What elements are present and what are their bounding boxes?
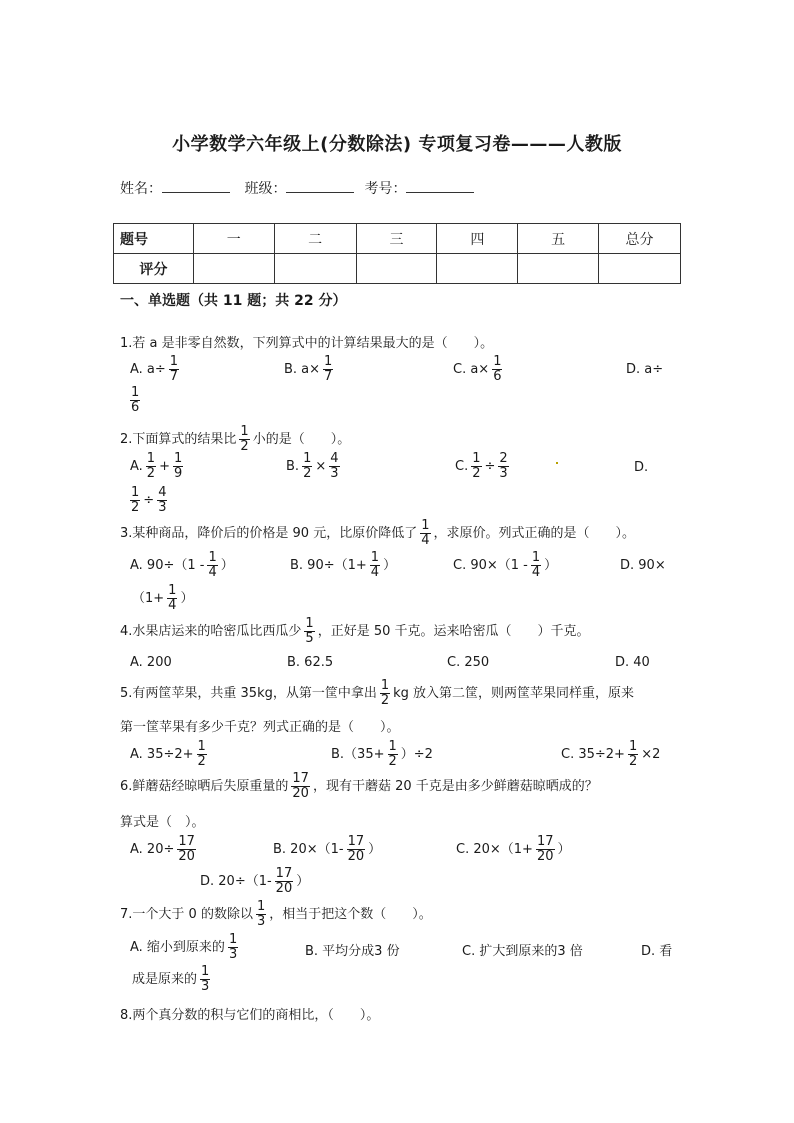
q3-option-a (130, 551, 234, 580)
q5-option-b (331, 740, 433, 769)
option-text: B. 90÷（1+ (290, 558, 367, 573)
fraction (498, 452, 508, 481)
numerator: 17 (347, 834, 365, 849)
numerator: 1 (370, 550, 380, 565)
denominator: 4 (370, 565, 380, 580)
q3-option-d: D. 90× (620, 558, 666, 573)
option-text: ） (544, 558, 558, 573)
denominator: 20 (292, 786, 309, 801)
table-header-cell: 二 (274, 224, 356, 254)
denominator: 7 (324, 369, 333, 384)
fraction (329, 452, 339, 481)
option-text: ） (220, 558, 234, 573)
table-header-cell: 三 (356, 224, 437, 254)
numerator: 1 (256, 899, 266, 914)
class-label: 班级： (244, 181, 287, 197)
numerator: 1 (197, 739, 206, 754)
stem-text: ，正好是 50 千克。运来哈密瓜（ ）千克。 (317, 624, 590, 639)
denominator: 4 (168, 598, 177, 613)
option-text: B.（35+ (331, 747, 385, 762)
operator: × (315, 459, 327, 474)
option-text: ） (368, 842, 382, 857)
denominator: 2 (197, 754, 206, 769)
numerator: 1 (380, 678, 390, 693)
fraction (471, 452, 481, 481)
denominator: 2 (380, 693, 390, 708)
numerator: 1 (169, 354, 179, 369)
stem-text: 2.下面算式的结果比 (120, 432, 237, 447)
denominator: 2 (472, 466, 481, 481)
numerator: 1 (201, 964, 210, 979)
denominator: 9 (173, 466, 183, 481)
question-5-stem (120, 679, 634, 708)
option-text: B. (286, 459, 300, 474)
q4-option-c: C. 250 (447, 655, 490, 670)
q2-option-d: D. (634, 460, 649, 475)
option-text: A. a÷ (130, 362, 166, 377)
fraction (239, 425, 249, 454)
numerator: 4 (330, 451, 339, 466)
q4-option-d: D. 40 (615, 655, 650, 670)
score-cell[interactable] (356, 254, 437, 284)
fraction (130, 386, 140, 415)
stem-text: 4.水果店运来的哈密瓜比西瓜少 (120, 624, 302, 639)
numerator: 1 (228, 932, 238, 947)
stem-text: 7.一个大于 0 的数除以 (120, 907, 253, 922)
option-text: C. 90×（1 - (453, 558, 528, 573)
table-row (114, 224, 681, 254)
q3-option-d-cont (132, 584, 193, 613)
fraction (146, 452, 156, 481)
question-3-stem (120, 519, 635, 548)
denominator: 20 (536, 849, 554, 864)
numerator: 1 (628, 739, 638, 754)
option-text: ） (557, 842, 571, 857)
denominator: 3 (201, 979, 210, 994)
option-text: C. 35÷2+ (561, 747, 625, 762)
fraction (130, 486, 140, 515)
numerator: 1 (131, 485, 140, 500)
denominator: 3 (330, 466, 339, 481)
stray-dot (556, 462, 558, 464)
table-header-cell: 总分 (599, 224, 681, 254)
option-text: ）÷2 (400, 747, 433, 762)
denominator: 4 (531, 565, 541, 580)
numerator: 1 (324, 354, 333, 369)
student-info (120, 178, 484, 198)
numerator: 1 (240, 424, 249, 439)
q4-option-b: B. 62.5 (287, 655, 334, 670)
denominator: 2 (303, 466, 312, 481)
name-blank[interactable] (162, 178, 230, 193)
denominator: 20 (178, 849, 195, 864)
fraction (302, 452, 312, 481)
denominator: 3 (158, 500, 167, 515)
denominator: 5 (305, 631, 314, 646)
fraction (628, 740, 638, 769)
denominator: 4 (208, 565, 217, 580)
q7-option-a (130, 933, 241, 962)
stem-text: ，现有干蘑菇 20 千克是由多少鲜蘑菇晾晒成的？ (312, 779, 598, 794)
q6-option-b (273, 835, 381, 864)
q1-option-d-fraction (127, 386, 143, 415)
denominator: 2 (240, 439, 249, 454)
fraction (304, 617, 314, 646)
option-text: 成是原来的 (132, 972, 198, 987)
option-text: A. 缩小到原来的 (130, 940, 225, 955)
fraction (531, 551, 541, 580)
fraction (173, 452, 183, 481)
option-text: C. a× (453, 362, 490, 377)
fraction (291, 772, 310, 801)
stem-text: ，求原价。列式正确的是（ ）。 (433, 526, 636, 541)
denominator: 2 (628, 754, 638, 769)
fraction (275, 867, 294, 896)
operator: + (159, 459, 170, 474)
numerator: 1 (472, 451, 481, 466)
option-text: （1+ (132, 591, 165, 606)
q2-option-b (286, 452, 343, 481)
option-text: ×2 (641, 747, 661, 762)
table-header-cell: 四 (437, 224, 518, 254)
score-cell[interactable] (274, 254, 356, 284)
fraction (323, 355, 333, 384)
option-text: B. 20×（1- (273, 842, 344, 857)
operator: ÷ (484, 459, 496, 474)
denominator: 3 (499, 466, 508, 481)
numerator: 17 (536, 834, 554, 849)
stem-text: kg 放入第二筐，则两筐苹果同样重，原来 (393, 686, 635, 701)
question-7-stem (120, 900, 432, 929)
q5-option-c (561, 740, 660, 769)
numerator: 1 (303, 451, 312, 466)
denominator: 20 (275, 881, 293, 896)
option-text: C. 20×（1+ (456, 842, 533, 857)
q1-option-b (284, 355, 336, 384)
denominator: 7 (169, 369, 179, 384)
fraction (492, 355, 502, 384)
section-heading: 一、单选题（共 11 题；共 22 分） (120, 293, 347, 309)
score-cell[interactable] (599, 254, 681, 284)
numerator: 4 (158, 485, 167, 500)
fraction (177, 835, 196, 864)
numerator: 2 (499, 451, 508, 466)
q3-option-b (290, 551, 396, 580)
q7-option-b: B. 平均分成3 份 (305, 944, 400, 959)
score-cell[interactable] (518, 254, 599, 284)
table-header-cell: 五 (518, 224, 599, 254)
stem-text: ，相当于把这个数（ ）。 (269, 907, 432, 922)
numerator: 1 (146, 451, 156, 466)
numerator: 1 (208, 550, 217, 565)
fraction (256, 900, 266, 929)
numerator: 17 (292, 771, 309, 786)
q1-option-c (453, 355, 505, 384)
option-text: ） (383, 558, 397, 573)
option-text: ） (296, 874, 310, 889)
name-label: 姓名： (120, 181, 162, 197)
stem-text: 小的是（ ）。 (252, 432, 351, 447)
id-label: 考号： (364, 181, 407, 197)
fraction (157, 486, 167, 515)
fraction (200, 965, 210, 994)
operator: ÷ (143, 493, 155, 508)
table-header-cell: 题号 (114, 224, 194, 254)
numerator: 17 (178, 834, 195, 849)
score-table (113, 223, 681, 284)
q5-option-a (130, 740, 210, 769)
fraction (197, 740, 207, 769)
q7-option-d-cont (132, 965, 213, 994)
denominator: 3 (228, 947, 238, 962)
fraction (380, 679, 390, 708)
q1-option-a (130, 355, 182, 384)
page-title: 小学数学六年级上(分数除法) 专项复习卷———人教版 (172, 134, 622, 155)
question-4-stem (120, 617, 590, 646)
option-text: A. 90÷（1 - (130, 558, 205, 573)
class-blank[interactable] (286, 178, 354, 193)
fraction (536, 835, 555, 864)
score-cell[interactable] (193, 254, 274, 284)
denominator: 2 (388, 754, 397, 769)
score-label-cell: 评分 (114, 254, 194, 284)
option-text: D. 20÷（1- (200, 874, 272, 889)
numerator: 1 (388, 739, 397, 754)
numerator: 1 (531, 550, 541, 565)
denominator: 6 (493, 369, 502, 384)
q3-option-c (453, 551, 557, 580)
fraction (370, 551, 380, 580)
stem-text: 5.有两筐苹果，共重 35kg，从第一筐中拿出 (120, 686, 377, 701)
question-6-stem-2: 算式是（ ）。 (120, 815, 205, 830)
denominator: 3 (256, 914, 266, 929)
fraction (167, 584, 177, 613)
q4-option-a: A. 200 (130, 655, 172, 670)
fraction (228, 933, 238, 962)
q6-option-d (200, 867, 309, 896)
denominator: 2 (146, 466, 156, 481)
question-8-stem: 8.两个真分数的积与它们的商相比，（ ）。 (120, 1008, 380, 1023)
numerator: 1 (421, 518, 430, 533)
q2-option-c (455, 452, 512, 481)
stem-text: 3.某种商品，降价后的价格是 90 元，比原价降低了 (120, 526, 418, 541)
table-header-cell: 一 (193, 224, 274, 254)
option-text: A. (130, 459, 143, 474)
question-2-stem (120, 425, 350, 454)
q2-option-d-expr (127, 486, 170, 515)
numerator: 17 (275, 866, 293, 881)
option-text: A. 20÷ (130, 842, 175, 857)
numerator: 1 (131, 385, 140, 400)
q6-option-c (456, 835, 571, 864)
denominator: 4 (421, 533, 430, 548)
fraction (388, 740, 398, 769)
numerator: 1 (493, 354, 502, 369)
q7-option-d: D. 看 (641, 944, 673, 959)
question-6-stem (120, 772, 598, 801)
score-cell[interactable] (437, 254, 518, 284)
denominator: 6 (131, 400, 140, 415)
numerator: 1 (173, 451, 183, 466)
question-1-stem: 1.若 a 是非零自然数，下列算式中的计算结果最大的是（ ）。 (120, 336, 494, 351)
fraction (347, 835, 366, 864)
id-blank[interactable] (406, 178, 474, 193)
q2-option-a (130, 452, 186, 481)
denominator: 20 (347, 849, 365, 864)
fraction (420, 519, 430, 548)
denominator: 2 (131, 500, 140, 515)
q1-option-d: D. a÷ (626, 362, 664, 377)
option-text: C. (455, 459, 469, 474)
q7-option-c: C. 扩大到原来的3 倍 (462, 944, 583, 959)
option-text: ） (180, 591, 194, 606)
option-text: A. 35÷2+ (130, 747, 194, 762)
q6-option-a (130, 835, 199, 864)
stem-text: 6.鲜蘑菇经晾晒后失原重量的 (120, 779, 289, 794)
table-row (114, 254, 681, 284)
numerator: 1 (168, 583, 177, 598)
fraction (207, 551, 217, 580)
option-text: B. a× (284, 362, 321, 377)
fraction (169, 355, 179, 384)
numerator: 1 (305, 616, 314, 631)
question-5-stem-2: 第一筐苹果有多少千克？列式正确的是（ ）。 (120, 720, 400, 735)
